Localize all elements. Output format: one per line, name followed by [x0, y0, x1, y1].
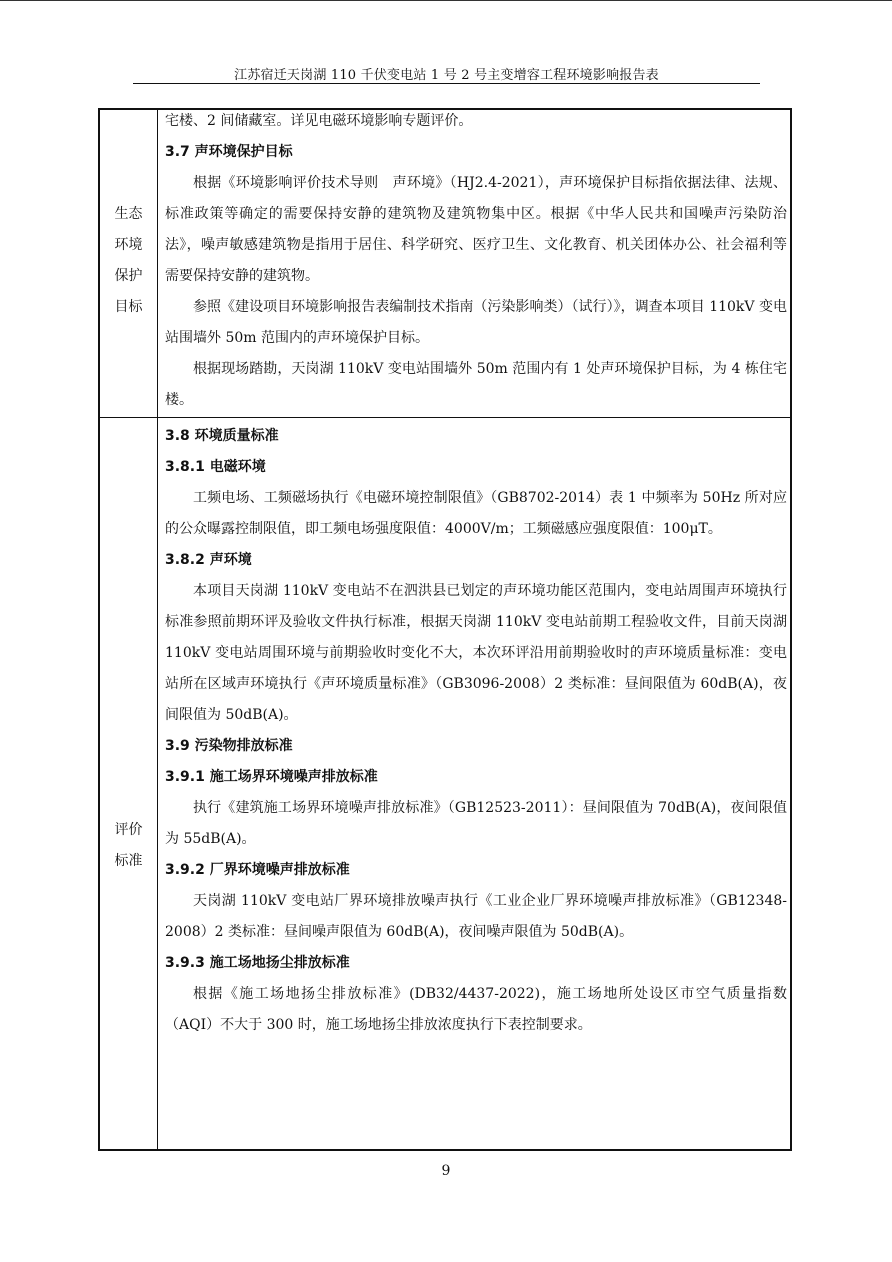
- row-label-char: 目标: [114, 299, 143, 315]
- row-label-evaluation-standards: [100, 815, 157, 877]
- row-label-eco-protection: [100, 199, 157, 323]
- paragraph: 本项目天岗湖 110kV 变电站不在泗洪县已划定的声环境功能区范围内，变电站周围声环境执行标准参照前期环评及验收文件执行标准，根据天岗湖 110kV 变电站前期工程验收文件，目前天岗湖 110kV 变电站周围环境与前期验收时变化不大，本次环评沿用前期验收时的声环境质量标准：变电站所在区域声环境执行《声环境质量标准》（GB3096-2008）2 类标准：昼间限值为 60dB(A)，夜间限值为 50dB(A)。: [165, 583, 787, 723]
- subsection-heading: 3.9.2 厂界环境噪声排放标准: [165, 862, 350, 878]
- section-heading: 3.8 环境质量标准: [165, 428, 279, 444]
- paragraph: 根据《环境影响评价技术导则 声环境》（HJ2.4-2021），声环境保护目标指依据法律、法规、标准政策等确定的需要保持安静的建筑物及建筑物集中区。根据《中华人民共和国噪声污染防治法》，噪声敏感建筑物是指用于居住、科学研究、医疗卫生、文化教育、机关团体办公、社会福利等需要保持安静的建筑物。: [165, 175, 787, 284]
- row-label-char: 生态: [114, 206, 143, 222]
- report-table: [98, 108, 792, 1151]
- section-heading: 3.7 声环境保护目标: [165, 144, 293, 160]
- subsection-heading: 3.9.3 施工场地扬尘排放标准: [165, 955, 350, 971]
- table-row-evaluation-standards: [100, 418, 790, 1151]
- paragraph: 根据《施工场地扬尘排放标准》(DB32/4437-2022)，施工场地所处设区市空气质量指数（AQI）不大于 300 时，施工场地扬尘排放浓度执行下表控制要求。: [165, 986, 787, 1033]
- paragraph: 参照《建设项目环境影响报告表编制技术指南（污染影响类）（试行）》，调查本项目 110kV 变电站围墙外 50m 范围内的声环境保护目标。: [165, 299, 787, 346]
- paragraph: 执行《建筑施工场界环境噪声排放标准》（GB12523-2011）：昼间限值为 70dB(A)，夜间限值为 55dB(A)。: [165, 800, 787, 847]
- paragraph: 宅楼、2 间储藏室。详见电磁环境影响专题评价。: [165, 113, 473, 129]
- subsection-heading: 3.8.1 电磁环境: [165, 459, 266, 475]
- paragraph: 工频电场、工频磁场执行《电磁环境控制限值》（GB8702-2014）表 1 中频率为 50Hz 所对应的公众曝露控制限值，即工频电场强度限值：4000V/m；工频磁感应强度限值：100μT。: [165, 490, 787, 537]
- row-content-evaluation-standards: [165, 421, 787, 1041]
- paragraph: 天岗湖 110kV 变电站厂界环境排放噪声执行《工业企业厂界环境噪声排放标准》（GB12348-2008）2 类标准：昼间噪声限值为 60dB(A)，夜间噪声限值为 50dB(A)。: [165, 893, 787, 940]
- page-header-title: 江苏宿迁天岗湖 110 千伏变电站 1 号 2 号主变增容工程环境影响报告表: [234, 68, 659, 83]
- table-row-eco-protection: [100, 110, 790, 417]
- row-label-char: 评价: [114, 822, 143, 838]
- section-heading: 3.9 污染物排放标准: [165, 738, 293, 754]
- row-label-char: 保护: [114, 268, 143, 284]
- top-border-line: [0, 0, 892, 1]
- subsection-heading: 3.8.2 声环境: [165, 552, 252, 568]
- header-rule: [133, 83, 760, 84]
- row-label-char: 标准: [114, 853, 143, 869]
- paragraph: 根据现场踏勘，天岗湖 110kV 变电站围墙外 50m 范围内有 1 处声环境保护目标，为 4 栋住宅楼。: [165, 361, 787, 408]
- row-label-char: 环境: [114, 237, 143, 253]
- subsection-heading: 3.9.1 施工场界环境噪声排放标准: [165, 769, 378, 785]
- page-number: 9: [441, 1163, 451, 1179]
- row-content-eco-protection: [165, 106, 787, 416]
